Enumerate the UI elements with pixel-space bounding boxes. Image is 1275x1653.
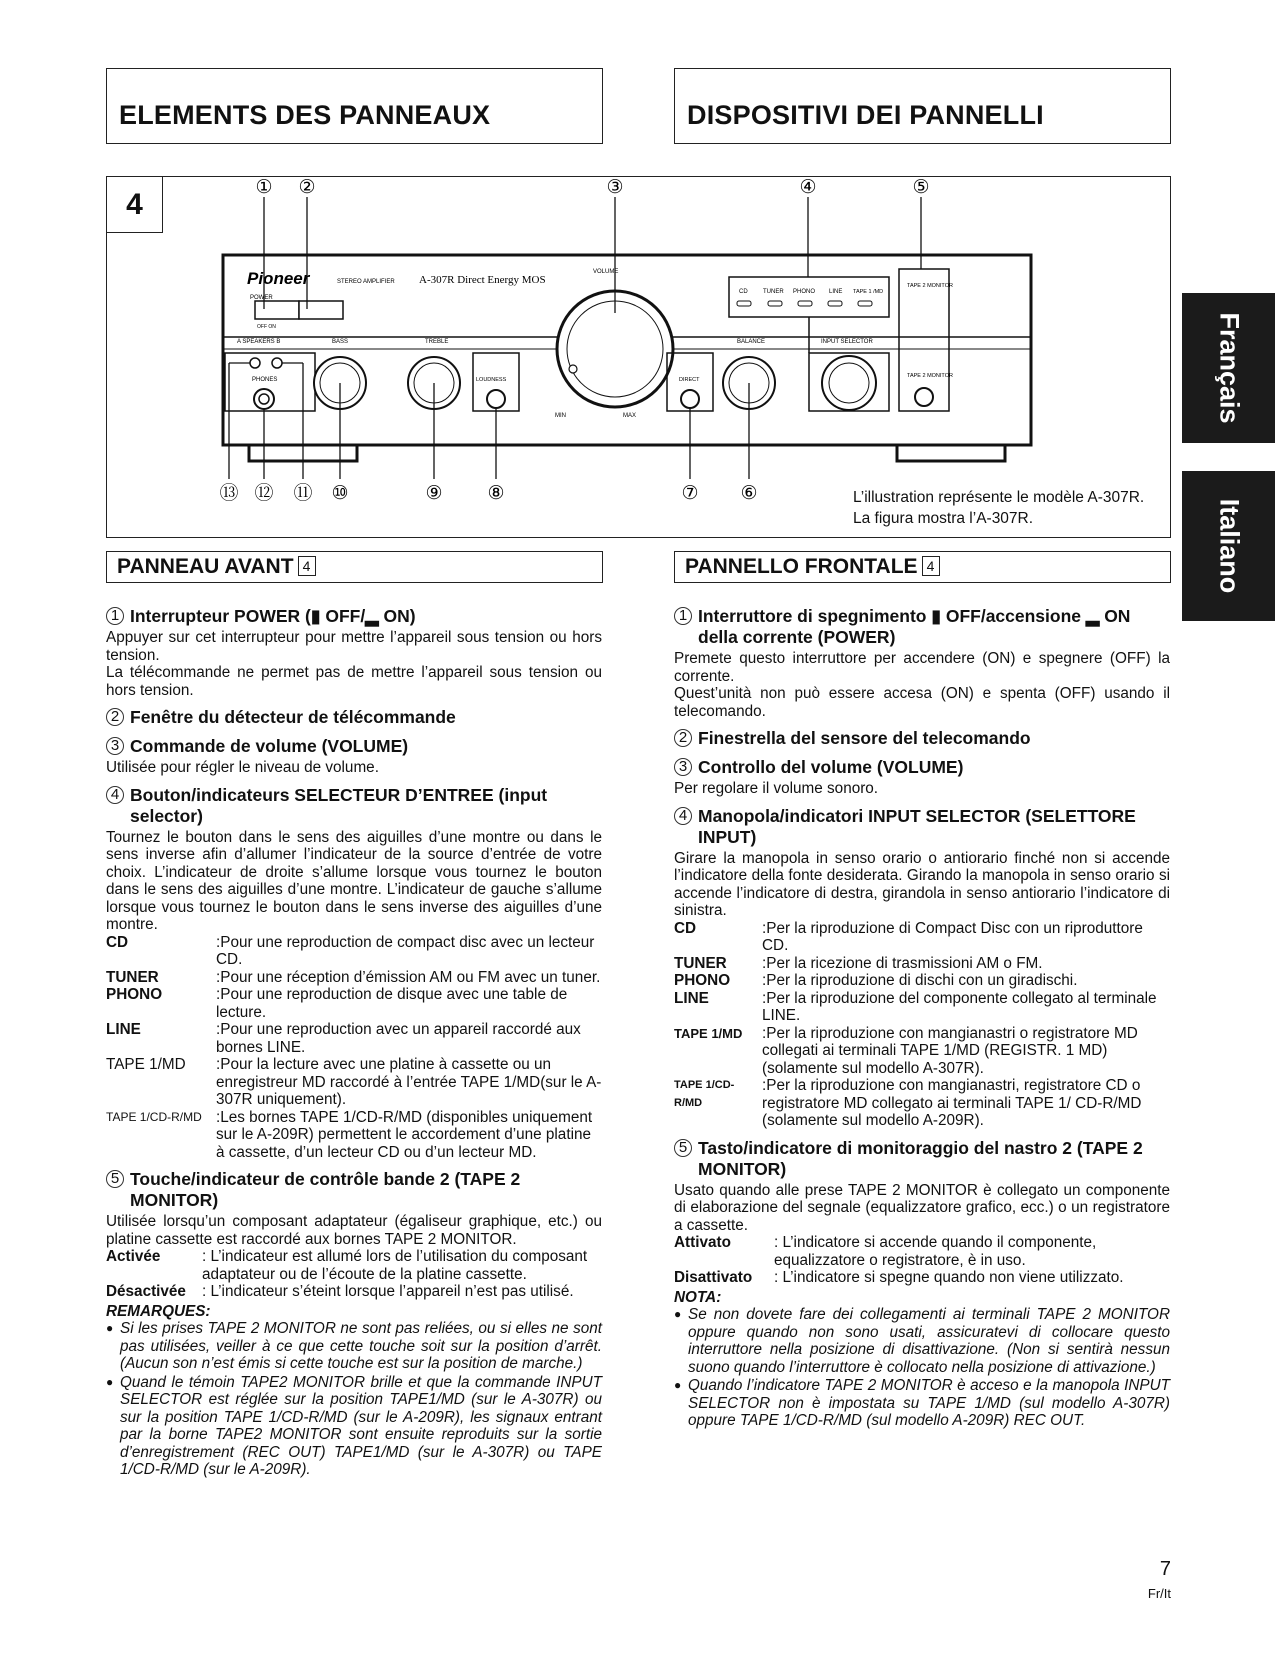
svg-text:⑦: ⑦ xyxy=(681,483,699,504)
svg-text:CD: CD xyxy=(739,289,748,295)
section-heading: 3 Controllo del volume (VOLUME) xyxy=(674,757,1170,778)
section-heading: 5 Touche/indicateur de contrôle bande 2 (TAPE 2 MONITOR) xyxy=(106,1169,602,1211)
section-header-italian xyxy=(674,68,1171,144)
loudness-button xyxy=(487,390,505,408)
svg-text:TAPE 1 /MD: TAPE 1 /MD xyxy=(853,289,884,295)
svg-text:④: ④ xyxy=(799,177,817,198)
paragraph: Per regolare il volume sonoro. xyxy=(674,780,879,797)
svg-text:VOLUME: VOLUME xyxy=(593,269,619,275)
svg-text:POWER: POWER xyxy=(250,295,273,301)
paragraph: Girare la manopola in senso orario o antiorario finché non si accende l’indicatore della fonte desiderata. Girando la manopola in senso orario si accende l’indicatore di destra, girandola in senso antiorario l’indicatore di sinistra. xyxy=(674,849,1170,919)
section-heading: 4 Bouton/indicateurs SELECTEUR D’ENTREE (input selector) xyxy=(106,785,602,827)
notes-list: ● Se non dovete fare dei collegamenti ai terminali TAPE 2 MONITOR oppure quando non sono usati, assicuratevi di collocare questo interruttore nella posizione di disattivazione. (Non si sentirà nessun suono quando l’interruttore è collocato nella posizione di attivazione.) ● Quando l’indicatore TAPE 2 MONITOR è acceso e la manopola INPUT SELECTOR non è impostata su TAPE 1/MD (sul modello A-307R) oppure TAPE 1/CD-R/MD (sul modello A-209R) REC OUT. xyxy=(674,1306,1170,1430)
section-heading: 4 Manopola/indicatori INPUT SELECTOR (SELETTORE INPUT) xyxy=(674,806,1170,848)
figure-number: 4 xyxy=(107,177,163,233)
svg-text:⑨: ⑨ xyxy=(425,483,443,504)
svg-text:PHONO: PHONO xyxy=(793,289,816,295)
section-heading: 1 Interruttore di spegnimento ▮ OFF/accensione ▂ ON della corrente (POWER) xyxy=(674,606,1170,648)
section-heading: 5 Tasto/indicatore di monitoraggio del nastro 2 (TAPE 2 MONITOR) xyxy=(674,1138,1170,1180)
french-title: ELEMENTS DES PANNEAUX xyxy=(119,100,491,130)
page-number: 7 xyxy=(1159,1558,1171,1580)
svg-text:BALANCE: BALANCE xyxy=(737,339,766,345)
paragraph: Tournez le bouton dans le sens des aiguilles d’une montre ou dans le sens inverse afin d’allumer l’indicateur de la source d’entrée de votre choix. L’indicateur de droite s’allume lorsque vous tournez le bouton dans le sens des aiguilles d’une montre. L’indicateur de gauche s’allume lorsque vous tournez le bouton dans le sens inverse des aiguilles d’une montre. xyxy=(106,828,602,933)
paragraph: Utilisée pour régler le niveau de volume. xyxy=(106,759,379,776)
italian-column xyxy=(674,598,1170,1431)
subheading-french: PANNEAU AVANT 4 xyxy=(106,551,603,583)
section-heading: 2 Finestrella del sensore del telecomando xyxy=(674,728,1170,749)
svg-text:OFF ON: OFF ON xyxy=(257,324,276,330)
svg-text:⑧: ⑧ xyxy=(487,483,505,504)
svg-text:TAPE 2 MONITOR: TAPE 2 MONITOR xyxy=(907,283,953,289)
front-panel-figure xyxy=(106,176,1171,538)
svg-text:TAPE 2 MONITOR: TAPE 2 MONITOR xyxy=(907,373,953,379)
svg-text:①: ① xyxy=(255,177,273,198)
paragraph: Quest’unità non può essere accesa (ON) e spenta (OFF) usando il telecomando. xyxy=(674,685,1170,720)
svg-text:⑥: ⑥ xyxy=(740,483,758,504)
paragraph: Appuyer sur cet interrupteur pour mettre l’appareil sous tension ou hors tension. xyxy=(106,629,602,664)
definition-list: CD :Per la riproduzione di Compact Disc con un riproduttore CD. TUNER :Per la ricezione di trasmissioni AM o FM. PHONO :Per la riproduzione di dischi con un giradischi. LINE :Per la riproduzione del componente collegato al terminale LINE. TAPE 1/MD :Per la riproduzione con mangianastri o registratore MD collegati ai terminali TAPE 1/MD (REGISTR. 1 MD) (solamente sul modello A-307R). TAPE 1/CD-R/MD :Per la riproduzione con mangianastri, registratore CD o registratore MD collegato ai terminali TAPE 1/ CD-R/MD (solamente sul modello A-209R). xyxy=(674,919,1157,1129)
svg-text:TREBLE: TREBLE xyxy=(425,339,449,345)
section-heading: 2 Fenêtre du détecteur de télécommande xyxy=(106,707,602,728)
svg-text:A-307R Direct Energy MOS: A-307R Direct Energy MOS xyxy=(419,274,546,286)
notes-title: REMARQUES: xyxy=(106,1302,211,1320)
section-header-french xyxy=(106,68,603,144)
svg-text:STEREO AMPLIFIER: STEREO AMPLIFIER xyxy=(337,279,395,285)
svg-text:⑫: ⑫ xyxy=(254,483,274,504)
svg-text:②: ② xyxy=(298,177,316,198)
svg-text:INPUT SELECTOR: INPUT SELECTOR xyxy=(821,339,873,345)
caption-italian: La figura mostra l’A-307R. xyxy=(853,510,1034,527)
svg-text:⑪: ⑪ xyxy=(293,483,313,504)
section-heading: 3 Commande de volume (VOLUME) xyxy=(106,736,602,757)
power-switch xyxy=(255,301,299,319)
paragraph: Utilisée lorsqu’un composant adaptateur (égaliseur graphique, etc.) ou platine cassette est raccordé aux bornes TAPE 2 MONITOR. xyxy=(106,1213,602,1248)
paragraph: Usato quando alle prese TAPE 2 MONITOR è collegato un componente di elaborazione del segnale (equalizzatore grafico, ecc.) o un registratore a cassette. xyxy=(674,1181,1170,1234)
definition-list: Activée : L’indicateur est allumé lors de l’utilisation du composant adaptateur ou de l’écoute de la platine cassette. Désactivée : L’indicateur s’éteint lorsque l’appareil n’est pas utilisé. xyxy=(106,1248,588,1300)
svg-text:DIRECT: DIRECT xyxy=(679,377,700,383)
amplifier-illustration xyxy=(107,177,1172,539)
remote-sensor-window xyxy=(299,301,343,319)
brand-logo: Pioneer xyxy=(247,269,310,288)
tape2-monitor-button xyxy=(915,388,933,406)
svg-text:PHONES: PHONES xyxy=(252,377,278,383)
language-tab-francais: Français xyxy=(1182,293,1275,443)
svg-text:BASS: BASS xyxy=(332,339,349,345)
paragraph: Premete questo interruttore per accendere (ON) e spegnere (OFF) la corrente. xyxy=(674,650,1170,685)
definition-list: CD :Pour une reproduction de compact disc avec un lecteur CD. TUNER :Pour une réception d’émission AM ou FM avec un tuner. PHONO :Pour une reproduction de disque avec une table de lecture. LINE :Pour une reproduction avec un appareil raccordé aux bornes LINE. TAPE 1/MD :Pour la lecture avec une platine à cassette ou un enregistreur MD raccordé à l’entrée TAPE 1/MD(sur le A-307R uniquement). TAPE 1/CD-R/MD :Les bornes TAPE 1/CD-R/MD (disponibles uniquement sur le A-209R) permettent le accordement d’une platine à cassette, d’un lecteur CD ou d’un lecteur MD. xyxy=(106,933,602,1161)
svg-text:A SPEAKERS B: A SPEAKERS B xyxy=(237,339,281,345)
svg-text:LINE: LINE xyxy=(829,289,843,295)
caption-french: L’illustration représente le modèle A-307R. xyxy=(853,489,1145,506)
notes-title: NOTA: xyxy=(674,1288,722,1306)
svg-text:TUNER: TUNER xyxy=(763,289,784,295)
section-heading: 1 Interrupteur POWER (▮ OFF/▂ ON) xyxy=(106,606,602,627)
french-column xyxy=(106,598,602,1480)
svg-text:⑬: ⑬ xyxy=(219,483,239,504)
direct-button xyxy=(681,390,699,408)
svg-text:③: ③ xyxy=(606,177,624,198)
language-code: Fr/It xyxy=(1147,1586,1171,1601)
svg-text:⑤: ⑤ xyxy=(912,177,930,198)
svg-text:LOUDNESS: LOUDNESS xyxy=(476,377,507,383)
svg-text:MIN: MIN xyxy=(555,413,566,419)
italian-title: DISPOSITIVI DEI PANNELLI xyxy=(687,100,1044,130)
subheading-italian: PANNELLO FRONTALE 4 xyxy=(674,551,1171,583)
svg-text:⑩: ⑩ xyxy=(331,483,349,504)
paragraph: La télécommande ne permet pas de mettre l’appareil sous tension ou hors tension. xyxy=(106,664,602,699)
notes-list: ● Si les prises TAPE 2 MONITOR ne sont pas reliées, ou si elles ne sont pas utilisées, veiller à ce que cette touche soit sur la position d’arrêt. (Aucun son n’est émis si cette touche est sur la position de marche.) ● Quand le témoin TAPE2 MONITOR brille et que la commande INPUT SELECTOR est réglée sur la position TAPE1/MD (sur le A-307R) ou sur la position TAPE 1/CD-R/MD (sur le A-209R), les signaux entrant par la borne TAPE2 MONITOR sont ensuite reproduits sur la sortie d’enregistrement (REC OUT) TAPE1/MD (sur le A-307R) ou TAPE 1/CD-R/MD (sur le A-209R). xyxy=(106,1320,602,1479)
language-tab-italiano: Italiano xyxy=(1182,471,1275,621)
svg-text:MAX: MAX xyxy=(623,413,637,419)
definition-list: Attivato : L’indicatore si accende quando il componente, equalizzatore o registratore, è in uso. Disattivato : L’indicatore si spegne quando non viene utilizzato. xyxy=(674,1234,1124,1286)
